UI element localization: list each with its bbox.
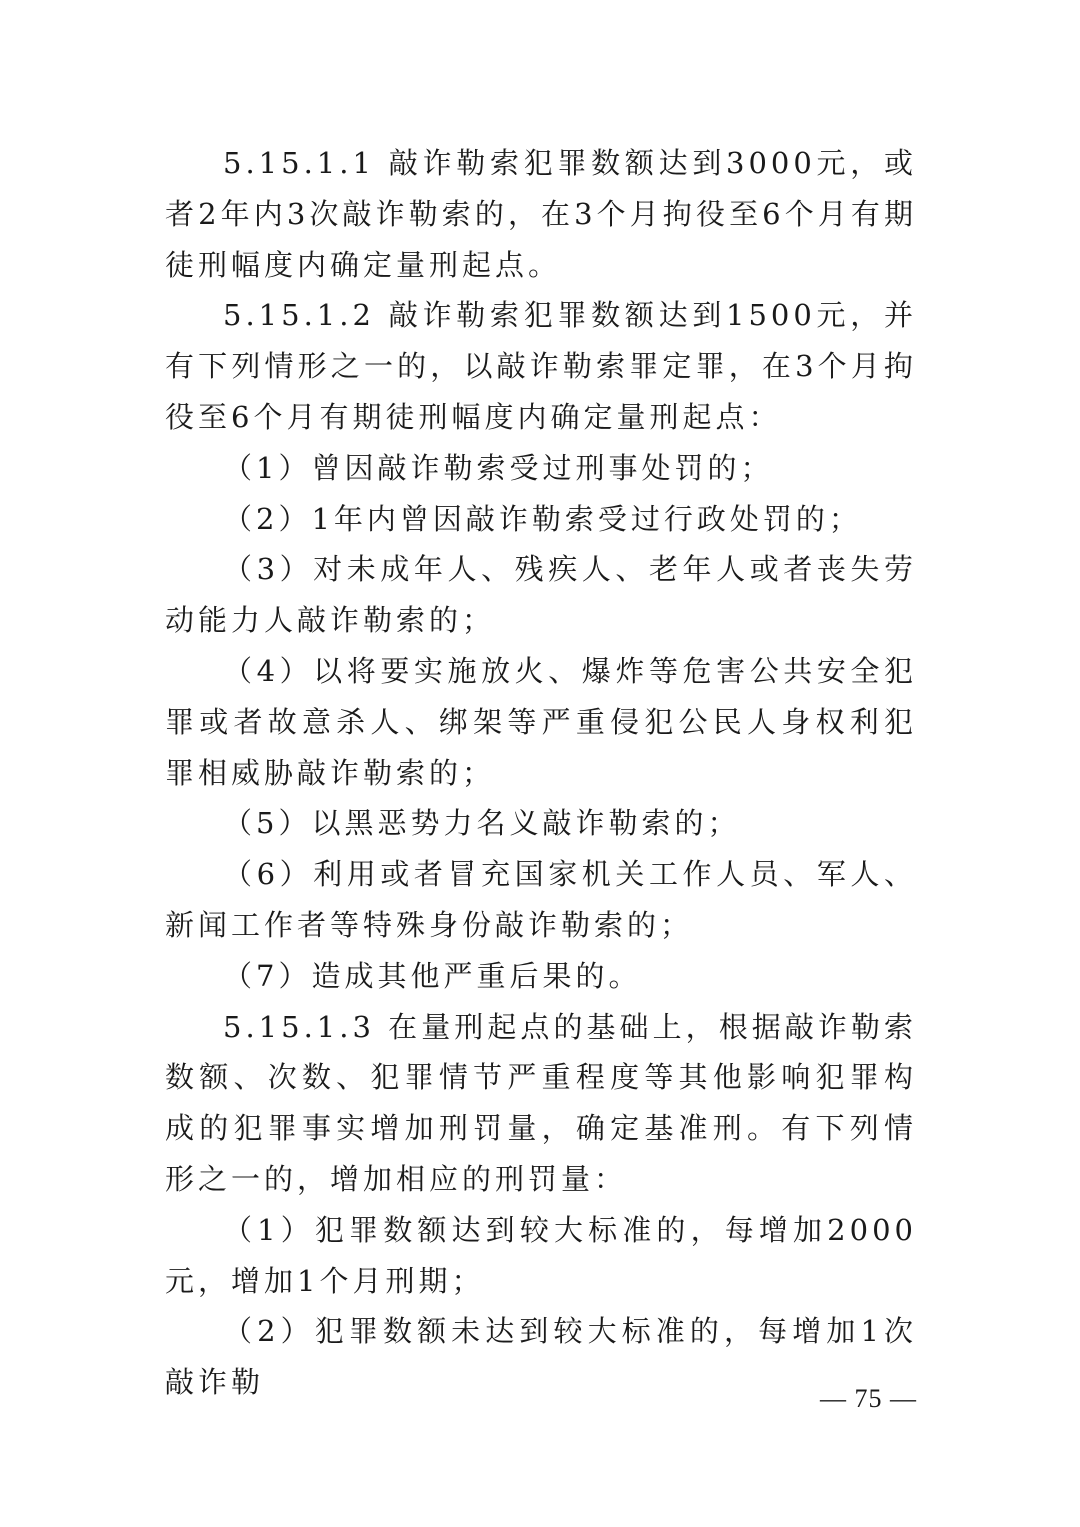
page-number: — 75 — — [820, 1384, 917, 1413]
list-item-6: （6）利用或者冒充国家机关工作人员、军人、新闻工作者等特殊身份敲诈勒索的； — [165, 857, 917, 942]
list-item-2: （2）1年内曾因敲诈勒索受过行政处罚的； — [223, 501, 862, 536]
list-item-4: （4）以将要实施放火、爆炸等危害公共安全犯罪或者故意杀人、绑架等严重侵犯公民人身权利犯罪相威胁敲诈勒索的； — [165, 653, 917, 790]
paragraph-5-15-1-1: 5.15.1.1 敲诈勒索犯罪数额达到3000元，或者2年内3次敲诈勒索的，在3个月拘役至6个月有期徒刑幅度内确定量刑起点。 — [165, 146, 917, 282]
document-body — [165, 138, 917, 1408]
sub-item-1: （1）犯罪数额达到较大标准的，每增加2000元，增加1个月刑期； — [165, 1212, 917, 1298]
paragraph-5-15-1-3: 5.15.1.3 在量刑起点的基础上，根据敲诈勒索数额、次数、犯罪情节严重程度等其他影响犯罪构成的犯罪事实增加刑罚量，确定基准刑。有下列情形之一的，增加相应的刑罚量： — [165, 1009, 917, 1196]
list-item-1: （1）曾因敲诈勒索受过刑事处罚的； — [223, 450, 774, 485]
list-item-3: （3）对未成年人、残疾人、老年人或者丧失劳动能力人敲诈勒索的； — [165, 552, 917, 638]
paragraph-5-15-1-2: 5.15.1.2 敲诈勒索犯罪数额达到1500元，并有下列情形之一的，以敲诈勒索罪定罪，在3个月拘役至6个月有期徒刑幅度内确定量刑起点： — [165, 298, 917, 434]
sub-item-2: （2）犯罪数额未达到较大标准的，每增加1次敲诈勒 — [165, 1314, 917, 1400]
list-item-5: （5）以黑恶势力名义敲诈勒索的； — [223, 806, 741, 841]
list-item-7: （7）造成其他严重后果的。 — [223, 958, 642, 993]
